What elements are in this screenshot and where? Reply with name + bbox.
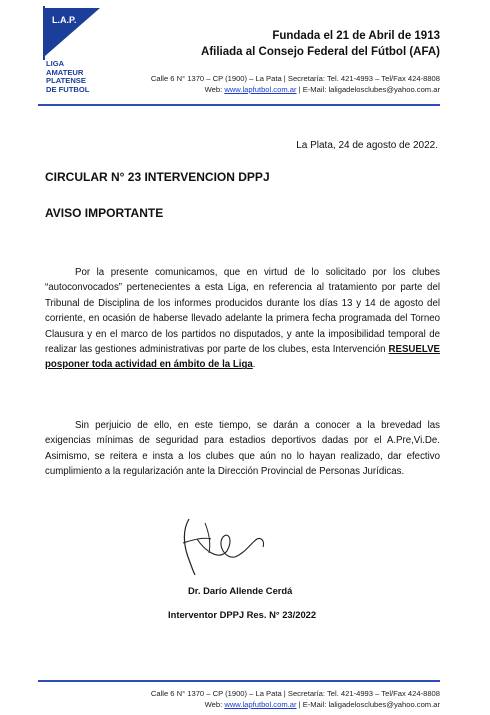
letter-date: La Plata, 24 de agosto de 2022.	[296, 140, 438, 151]
letterhead-title	[201, 28, 440, 60]
paragraph-1-end: .	[252, 359, 256, 371]
web-label: Web:	[204, 85, 225, 94]
footer-address-line: Calle 6 N° 1370 – CP (1900) – La Pata | Secretaría: Tel. 421-4993 – Tel/Fax 424-8808	[150, 689, 440, 698]
circular-title: CIRCULAR N° 23 INTERVENCION DPPJ	[45, 170, 270, 184]
footer-website-link[interactable]: www.lapfutbol.com.ar	[224, 700, 297, 709]
signer-role: Interventor DPPJ Res. N° 23/2022	[168, 609, 317, 620]
logo-line: LIGA	[46, 59, 65, 68]
website-link[interactable]: www.lapfutbol.com.ar	[224, 85, 297, 94]
logo-line: PLATENSE	[46, 76, 86, 86]
resolution-emphasis: RESUELVE posponer toda actividad en ámbito de la Liga	[45, 344, 440, 371]
pennant-flag-icon	[38, 4, 108, 64]
logo-initials: L.A.P.	[52, 15, 77, 25]
league-logo	[38, 4, 108, 100]
web-email-line	[151, 84, 440, 95]
address-line: Calle 6 N° 1370 – CP (1900) – La Pata | Secretaría: Tel. 421-4993 – Tel/Fax 424-8808	[150, 74, 440, 83]
logo-line: AMATEUR	[46, 67, 84, 77]
letterhead-contact	[151, 73, 440, 95]
notice-title: AVISO IMPORTANTE	[45, 206, 164, 220]
handwritten-signature	[175, 513, 270, 579]
paragraph-2-text: Sin perjuicio de ello, en este tiempo, se darán a conocer a la brevedad las exigencias mínimas de seguridad para estadios deportivos dadas por el A.Pre,Vi.De. Asimismo, se reitera e insta a los clubes que aún no lo hayan realizado, dar efectivo cumplimiento a la regularización ante la Dirección Provincial de Personas Jurídicas.	[45, 420, 440, 478]
header-divider	[38, 104, 440, 106]
email-text: | E-Mail: laligadelosclubes@yahoo.com.ar	[296, 85, 440, 94]
logo-wordmark	[46, 60, 118, 94]
logo-line: DE FUTBOL	[46, 84, 90, 94]
paragraph-2	[45, 418, 440, 480]
signer-name: Dr. Darío Allende Cerdá	[188, 585, 293, 596]
affiliation-line: Afiliada al Consejo Federal del Fútbol (AFA)	[201, 46, 440, 58]
founded-line: Fundada el 21 de Abril de 1913	[272, 30, 440, 42]
paragraph-1-text: Por la presente comunicamos, que en virtud de lo solicitado por los clubes “autoconvocados” pertenecientes a esta Liga, en referencia al tratamiento por parte del Tribunal de Disciplina de los informes producidos durante los días 13 y 14 de agosto del corriente, en ocasión de haberse llevado adelante la primera fecha programada del Torneo Clausura y en el marco de los partidos no disputados, y ante la imposibilidad temporal de realizar las gestiones administrativas por parte de los clubes, esta Intervención	[45, 267, 440, 356]
footer-web-label: Web:	[204, 700, 225, 709]
footer-email-text: | E-Mail: laligadelosclubes@yahoo.com.ar	[296, 700, 440, 709]
footer-divider	[38, 680, 440, 682]
footer-contact	[151, 688, 440, 710]
footer-web-email-line	[151, 699, 440, 710]
paragraph-1	[45, 265, 440, 373]
